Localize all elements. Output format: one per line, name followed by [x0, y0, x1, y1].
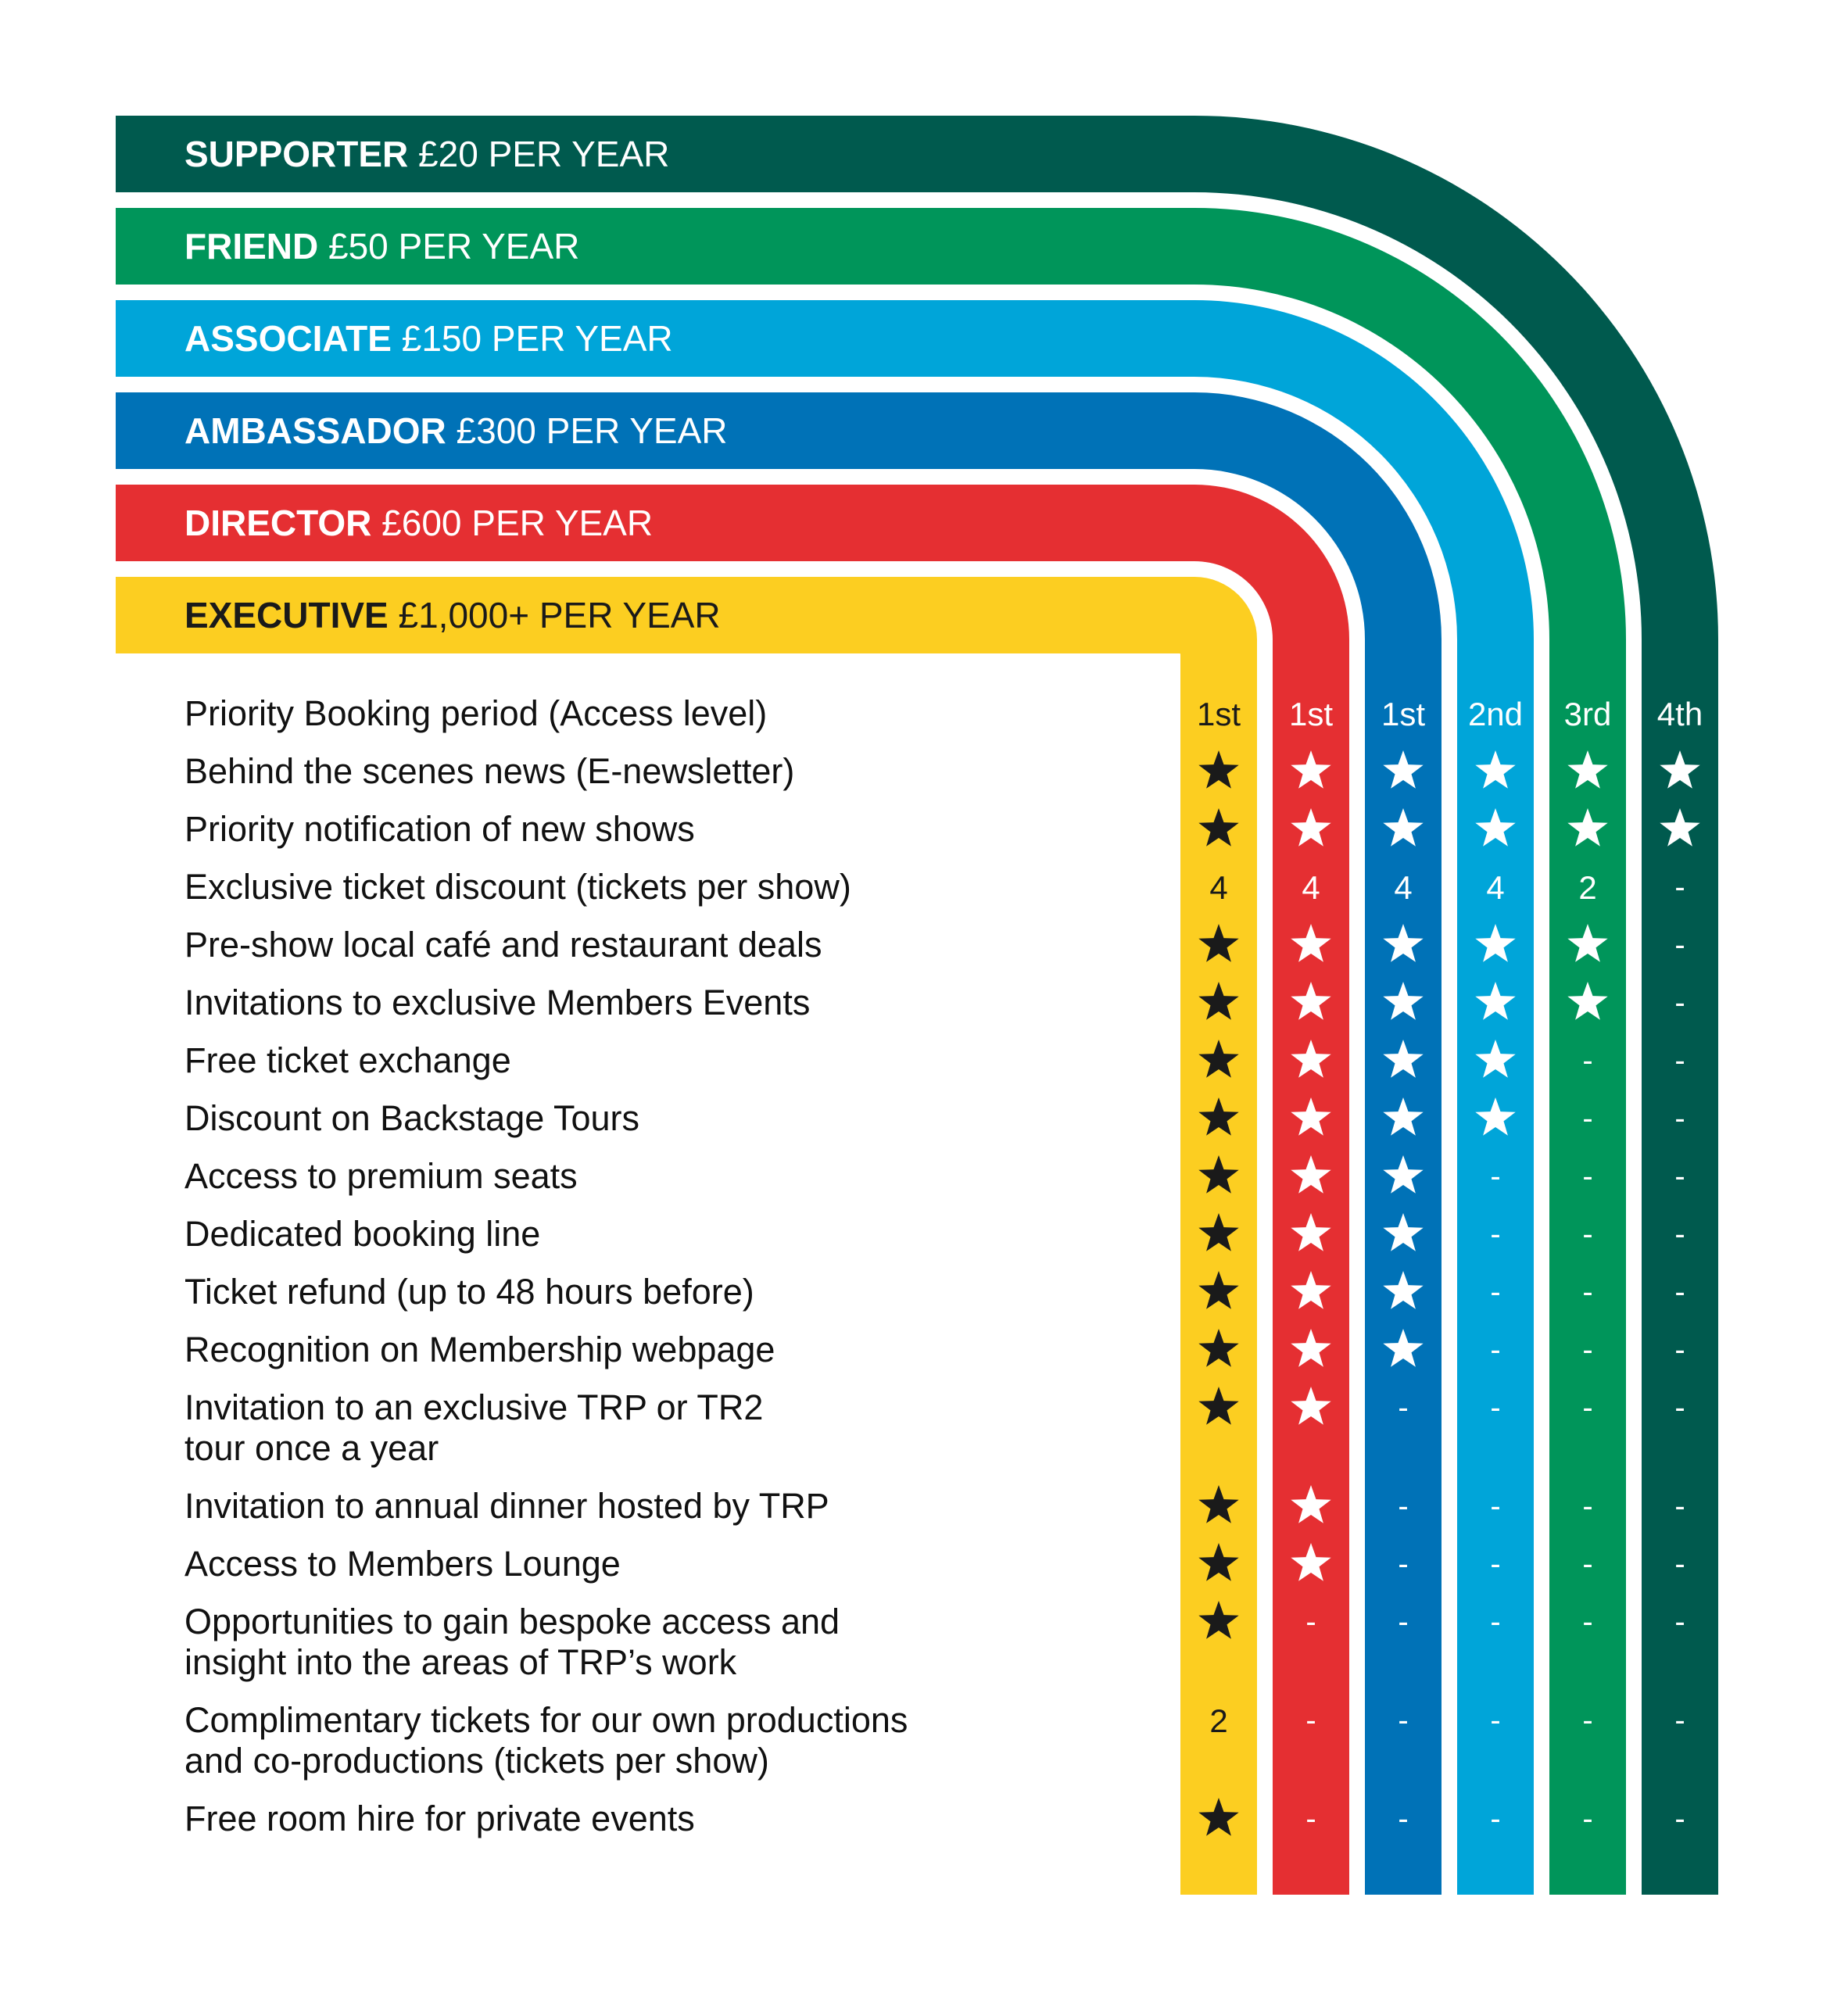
not-included-dash: - [1582, 1605, 1593, 1639]
benefit-label: Free ticket exchange [184, 1040, 511, 1080]
not-included-dash: - [1582, 1217, 1593, 1251]
benefit-value: 4 [1302, 869, 1320, 906]
not-included-dash: - [1582, 1333, 1593, 1367]
benefit-row [184, 1330, 775, 1369]
benefit-label: and co-productions (tickets per show) [184, 1741, 769, 1781]
benefit-label: Dedicated booking line [184, 1214, 541, 1254]
benefit-row [184, 1098, 639, 1138]
not-included-dash: - [1490, 1489, 1501, 1523]
benefit-row [184, 1544, 621, 1584]
tier-name: DIRECTOR [184, 503, 372, 543]
not-included-dash: - [1674, 1217, 1685, 1251]
benefit-value: 4 [1394, 869, 1413, 906]
benefit-value: 1st [1288, 696, 1334, 732]
benefit-row [184, 809, 695, 849]
not-included-dash: - [1490, 1391, 1501, 1425]
benefit-label: Opportunities to gain bespoke access and [184, 1602, 840, 1641]
benefit-row [184, 1602, 840, 1682]
benefit-row [184, 1387, 763, 1468]
benefit-label: Discount on Backstage Tours [184, 1098, 639, 1138]
not-included-dash: - [1582, 1043, 1593, 1078]
not-included-dash: - [1674, 1275, 1685, 1309]
not-included-dash: - [1398, 1547, 1409, 1581]
tier-name: EXECUTIVE [184, 595, 389, 635]
not-included-dash: - [1582, 1159, 1593, 1194]
not-included-dash: - [1674, 1043, 1685, 1078]
not-included-dash: - [1490, 1275, 1501, 1309]
benefit-label: Recognition on Membership webpage [184, 1330, 775, 1369]
benefit-label: Behind the scenes news (E-newsletter) [184, 751, 795, 791]
not-included-dash: - [1674, 1333, 1685, 1367]
not-included-dash: - [1398, 1391, 1409, 1425]
not-included-dash: - [1582, 1101, 1593, 1136]
benefit-value: 2 [1209, 1702, 1228, 1739]
benefit-value: 2nd [1467, 696, 1524, 732]
benefit-row [184, 751, 794, 791]
not-included-dash: - [1490, 1159, 1501, 1194]
tier-price: £150 PER YEAR [391, 318, 673, 359]
benefit-value: 1st [1196, 696, 1241, 732]
benefit-label: Priority notification of new shows [184, 809, 695, 849]
tier-label-director [184, 503, 653, 543]
benefit-label: Invitations to exclusive Members Events [184, 983, 811, 1022]
benefit-value: 4 [1209, 869, 1228, 906]
not-included-dash: - [1674, 1391, 1685, 1425]
tier-label-friend [184, 226, 579, 267]
not-included-dash: - [1674, 870, 1685, 904]
benefit-label: insight into the areas of TRP’s work [184, 1642, 737, 1682]
not-included-dash: - [1398, 1605, 1409, 1639]
tier-label-associate [184, 318, 673, 359]
not-included-dash: - [1398, 1802, 1409, 1836]
not-included-dash: - [1305, 1605, 1316, 1639]
benefit-label: Exclusive ticket discount (tickets per show) [184, 867, 851, 907]
benefit-label: Invitation to an exclusive TRP or TR2 [184, 1387, 764, 1427]
not-included-dash: - [1674, 928, 1685, 962]
not-included-dash: - [1398, 1703, 1409, 1738]
benefit-row [184, 1156, 578, 1196]
tier-name: AMBASSADOR [184, 410, 446, 451]
not-included-dash: - [1490, 1217, 1501, 1251]
not-included-dash: - [1305, 1703, 1316, 1738]
tier-price: £600 PER YEAR [371, 503, 654, 543]
benefit-label: Access to premium seats [184, 1156, 578, 1196]
tier-price: £1,000+ PER YEAR [388, 595, 721, 635]
not-included-dash: - [1490, 1703, 1501, 1738]
benefit-row [184, 1700, 908, 1781]
tier-label-executive [184, 595, 721, 635]
benefit-value: 1st [1381, 696, 1426, 732]
not-included-dash: - [1582, 1547, 1593, 1581]
benefit-label: Access to Members Lounge [184, 1544, 621, 1584]
benefit-label: Complimentary tickets for our own productions [184, 1700, 908, 1740]
not-included-dash: - [1490, 1605, 1501, 1639]
benefit-label: Priority Booking period (Access level) [184, 693, 768, 733]
benefit-value: 3rd [1563, 696, 1612, 732]
benefit-label: Pre-show local café and restaurant deals [184, 925, 822, 965]
benefit-label: tour once a year [184, 1428, 439, 1468]
not-included-dash: - [1490, 1547, 1501, 1581]
not-included-dash: - [1305, 1802, 1316, 1836]
benefit-label: Ticket refund (up to 48 hours before) [184, 1272, 754, 1312]
not-included-dash: - [1674, 1802, 1685, 1836]
benefit-rows [184, 693, 908, 1838]
benefit-label: Invitation to annual dinner hosted by TRP [184, 1486, 829, 1526]
benefit-row [184, 983, 810, 1022]
benefit-row [184, 1214, 540, 1254]
not-included-dash: - [1674, 1101, 1685, 1136]
benefit-value: 2 [1578, 869, 1597, 906]
benefit-value: 4 [1486, 869, 1505, 906]
not-included-dash: - [1674, 1489, 1685, 1523]
tier-price: £50 PER YEAR [318, 226, 580, 267]
tier-name: SUPPORTER [184, 134, 409, 174]
not-included-dash: - [1490, 1802, 1501, 1836]
tier-label-ambassador [184, 410, 727, 451]
tier-name: FRIEND [184, 226, 319, 267]
benefit-value: 4th [1656, 696, 1703, 732]
benefit-label: Free room hire for private events [184, 1799, 695, 1838]
not-included-dash: - [1674, 1547, 1685, 1581]
not-included-dash: - [1674, 1605, 1685, 1639]
tier-name: ASSOCIATE [184, 318, 392, 359]
benefit-row [184, 693, 767, 733]
not-included-dash: - [1582, 1489, 1593, 1523]
benefit-row [184, 1799, 695, 1838]
not-included-dash: - [1582, 1703, 1593, 1738]
benefit-row [184, 867, 851, 907]
tier-price: £20 PER YEAR [408, 134, 670, 174]
not-included-dash: - [1490, 1333, 1501, 1367]
benefit-row [184, 1486, 829, 1526]
not-included-dash: - [1582, 1802, 1593, 1836]
benefit-row [184, 925, 822, 965]
not-included-dash: - [1398, 1489, 1409, 1523]
not-included-dash: - [1674, 1159, 1685, 1194]
not-included-dash: - [1582, 1275, 1593, 1309]
tier-price: £300 PER YEAR [446, 410, 728, 451]
tier-label-supporter [184, 134, 669, 174]
benefit-row [184, 1272, 754, 1312]
not-included-dash: - [1674, 1703, 1685, 1738]
not-included-dash: - [1582, 1391, 1593, 1425]
benefit-row [184, 1040, 511, 1080]
not-included-dash: - [1674, 986, 1685, 1020]
